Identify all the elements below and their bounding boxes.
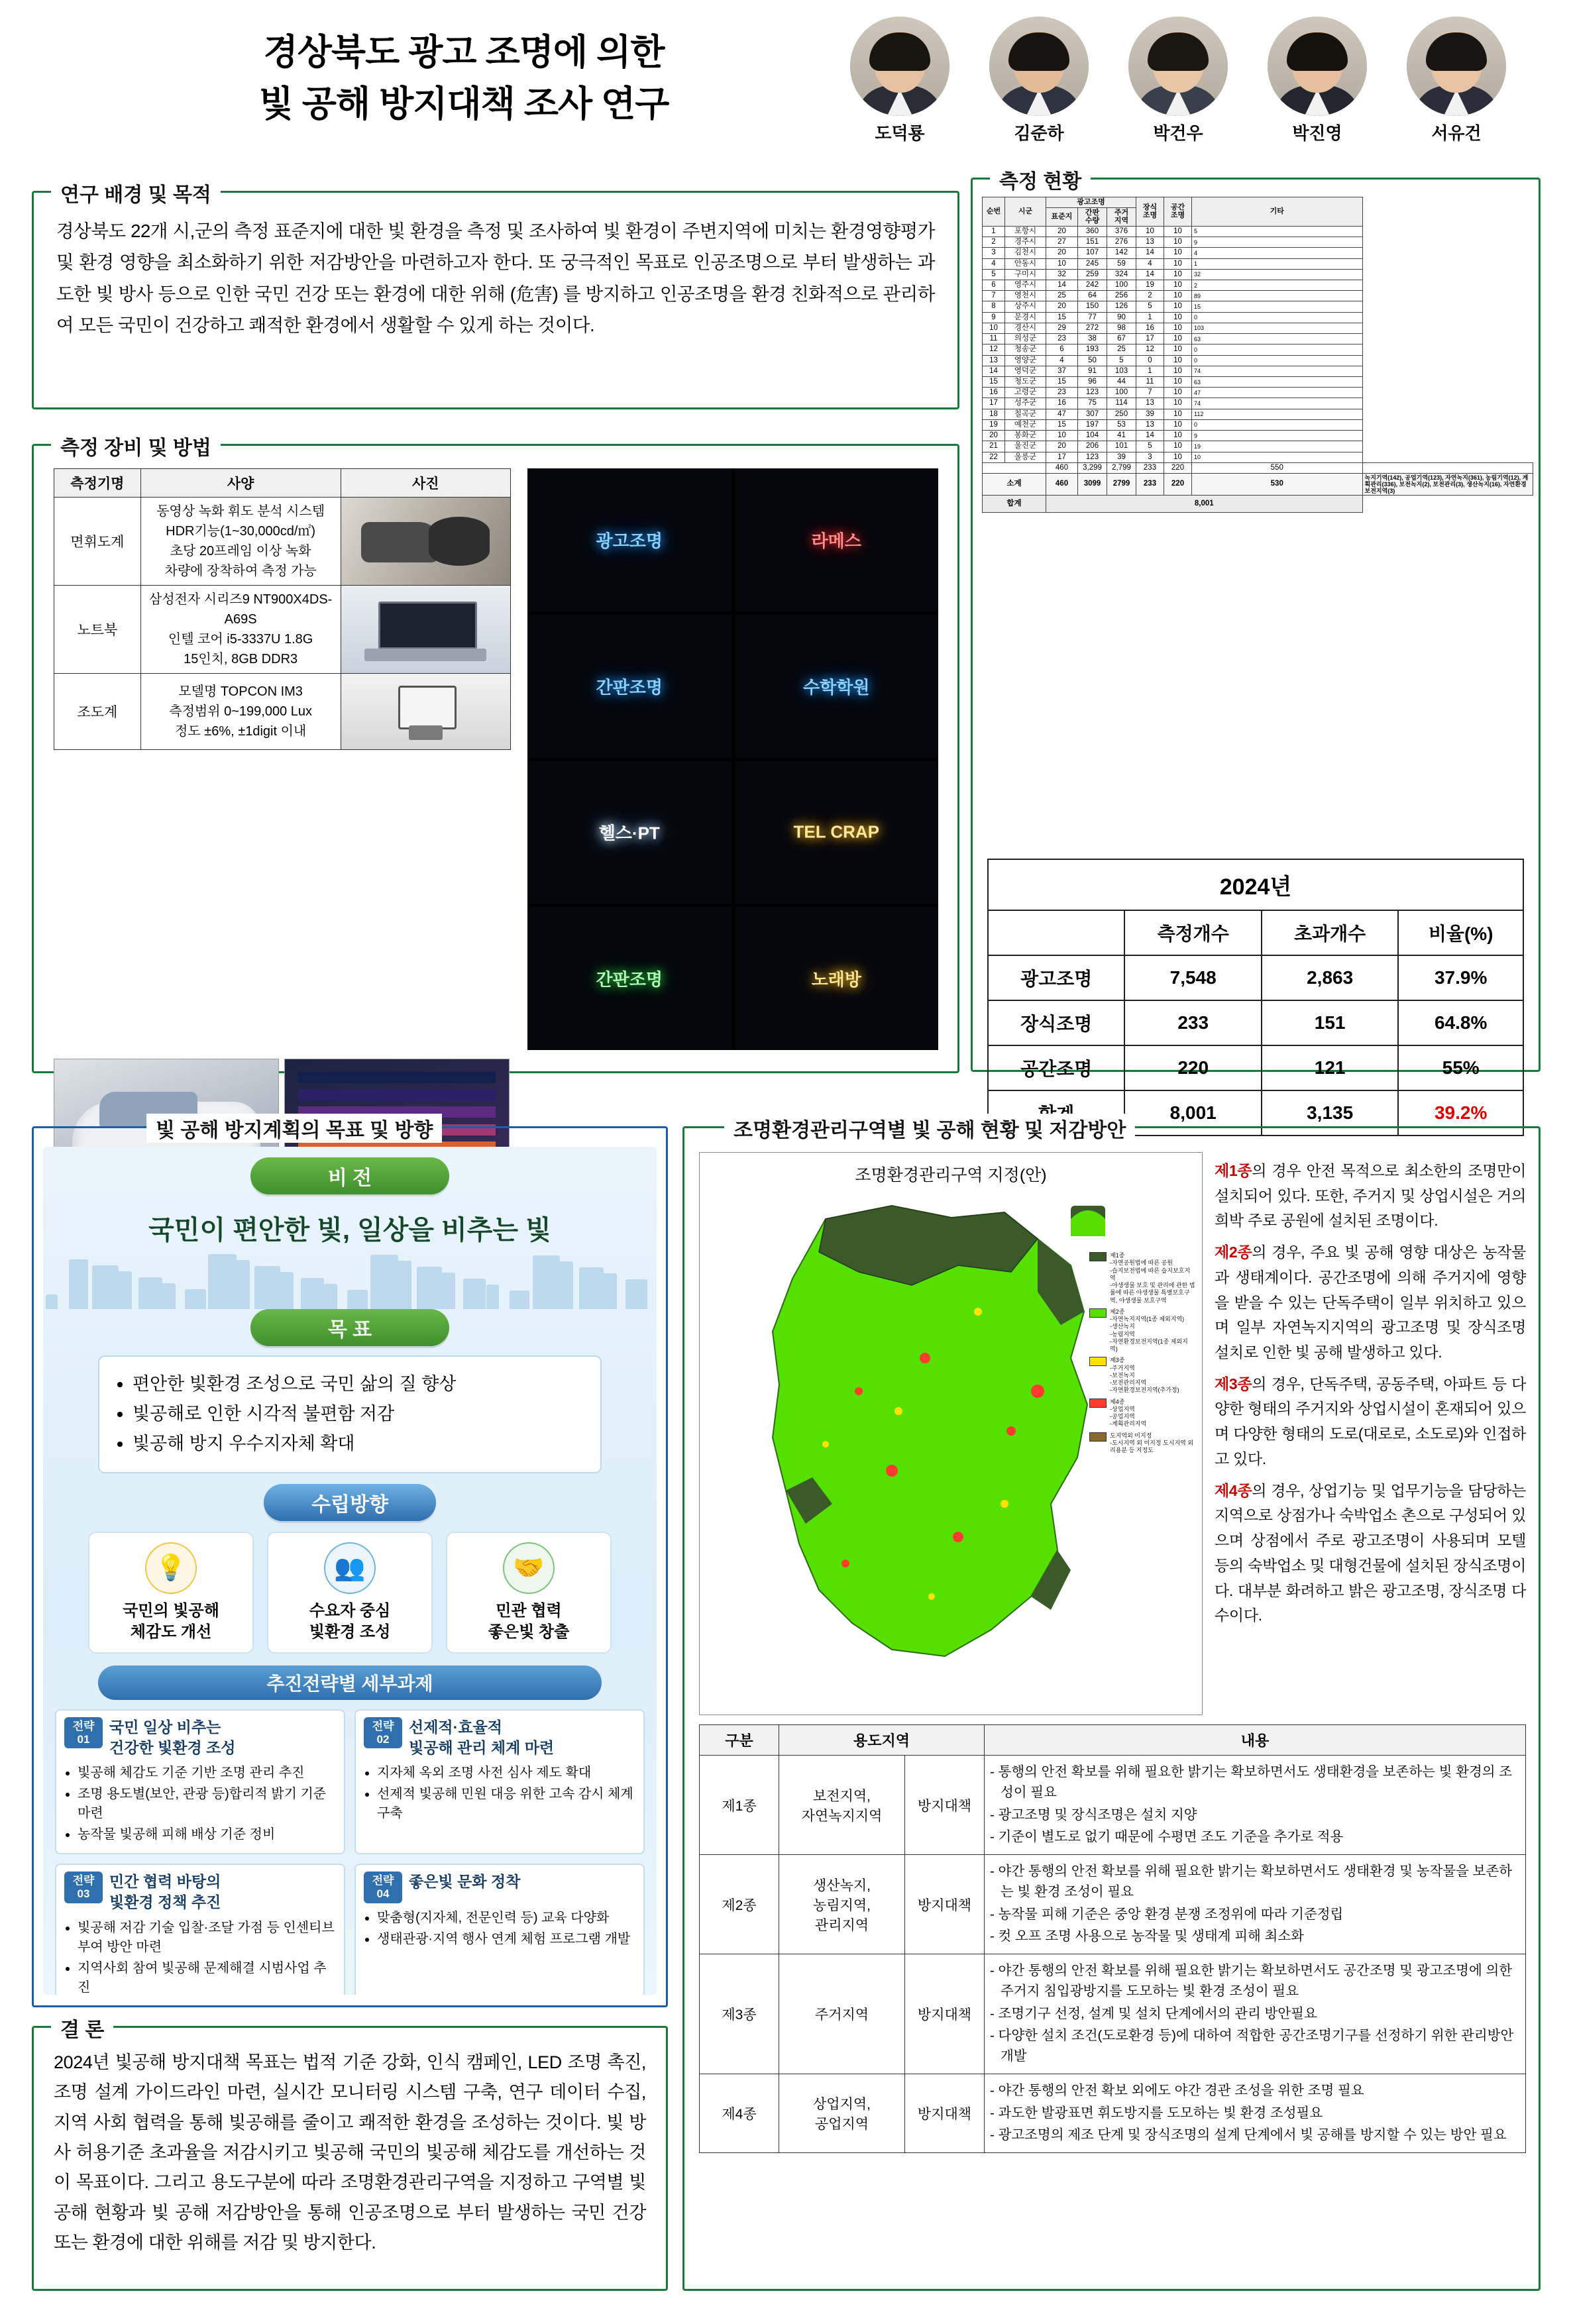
strategy-bar: 추진전략별 세부과제 bbox=[98, 1665, 602, 1700]
page-title bbox=[106, 26, 822, 131]
table-row bbox=[988, 1000, 1523, 1045]
summary-ratio: 37.9% bbox=[1398, 955, 1523, 1000]
legend-label: 제3종 -주거지역 -보전녹지 -보전관리지역 -자연환경보전지역(추가정) bbox=[1110, 1357, 1179, 1394]
summary-ratio: 64.8% bbox=[1398, 1000, 1523, 1045]
skyline-illustration bbox=[43, 1252, 657, 1309]
legend-swatch bbox=[1089, 1357, 1107, 1366]
zone-measures-table bbox=[699, 1724, 1526, 2153]
table-row bbox=[54, 586, 511, 674]
map-legend-row bbox=[1089, 1357, 1195, 1394]
equipment-name: 면휘도계 bbox=[54, 498, 141, 586]
equipment-spec: 삼성전자 시리즈9 NT900X4DS-A69S 인텔 코어 i5-3337U 1.8G 15인치, 8GB DDR3 bbox=[140, 586, 341, 674]
zone-measure-label: 방지대책 bbox=[905, 1756, 985, 1855]
etc-cell: 9 bbox=[1192, 237, 1363, 248]
equipment-table-body bbox=[54, 498, 511, 750]
zone-area: 생산녹지, 농림지역, 관리지역 bbox=[779, 1855, 905, 1954]
team-member bbox=[1116, 17, 1240, 149]
direction-text: 국민의 빛공해 체감도 개선 bbox=[123, 1601, 219, 1641]
zone-area: 주거지역 bbox=[779, 1954, 905, 2074]
zone-gubun: 제3종 bbox=[700, 1954, 779, 2074]
strategy-title: 선제적·효율적 빛공해 관리 체계 마련 bbox=[409, 1718, 555, 1757]
direction-text: 민관 협력 좋은빛 창출 bbox=[488, 1601, 570, 1641]
table-row: 14 영덕군 37 91 103 1 10 74 bbox=[983, 366, 1533, 376]
map-legend-row bbox=[1089, 1252, 1195, 1304]
plan-infographic bbox=[43, 1147, 657, 1995]
equipment-spec: 동영상 녹화 휘도 분석 시스템 HDR기능(1~30,000cd/㎡) 초당 20프레임 이상 녹화 차량에 장착하여 측정 가능 bbox=[140, 498, 341, 586]
equipment-spec: 모델명 TOPCON IM3 측정범위 0~199,000 Lux 정도 ±6%, ±1digit 이내 bbox=[140, 674, 341, 750]
conclusion-text: 2024년 빛공해 방지대책 목표는 법적 기준 강화, 인식 캠페인, LED 조명 촉진, 조명 설계 가이드라인 마련, 실시간 모니터링 시스템 구축, 연구 데이터 수집, 지역 사회 협력을 통해 빛공해를 줄이고 쾌적한 환경을 조성하는 것이다. 빛 방사 허용기준 초과율을 저감시키고 빛공해 국민의 빛공해 체감도를 개선하는 것이 목표이다. 그리고 용도구분에 따라 조명환경관리구역을 지정하고 구역별 빛 공해 현황과 빛 공해 저감방안을 통해 인공조명으로 부터 발생하는 국민 건강 또는 환경에 대한 위해를 저감 및 방지한다. bbox=[54, 2052, 646, 2253]
table-row: 16 고령군 23 123 100 7 10 47 bbox=[983, 388, 1533, 398]
goal-list bbox=[98, 1355, 602, 1473]
etc-cell: 103 bbox=[1192, 323, 1363, 333]
etc-cell: 19 bbox=[1192, 441, 1363, 452]
poster-header bbox=[0, 0, 1573, 166]
member-name: 김준하 bbox=[1014, 123, 1064, 143]
zone-map-legend bbox=[1089, 1252, 1195, 1458]
night-sign-photo: 라메스 bbox=[735, 468, 939, 611]
summary-col-header: 비율(%) bbox=[1398, 910, 1523, 955]
legend-label: 제2종 -자연녹지지역(1종 제외지역) -생산녹지 -농림지역 -자연환경보전지역(1종 제외지역) bbox=[1110, 1308, 1188, 1352]
zone-area: 보전지역, 자연녹지지역 bbox=[779, 1756, 905, 1855]
summary-col-header: 초과개수 bbox=[1262, 910, 1398, 955]
etc-cell: 63 bbox=[1192, 376, 1363, 387]
table-row: 6 영주시 14 242 100 19 10 2 bbox=[983, 280, 1533, 291]
table-row: 8 상주시 20 150 126 5 10 15 bbox=[983, 301, 1533, 312]
research-background-text: 경상북도 22개 시,군의 측정 표준지에 대한 빛 환경을 측정 및 조사하여 빛 환경이 주변지역에 미치는 환경영향평가 및 환경 영향을 최소화하기 위한 저감방안을 마련하고자 한다. 또 궁극적인 목표로 인공조명으로 부터 발생하는 과도한 빛 방사 등으로 인한 국민 건강 또는 환경에 대한 위해 (危害) 를 방지하고 인공조명을 환경 친화적으로 관리하여 모든 국민이 건강하고 쾌적한 환경에서 생활할 수 있게 하는 것이다. bbox=[56, 221, 935, 335]
summary-year-row bbox=[988, 859, 1523, 910]
table-row: 9 문경시 15 77 90 1 10 0 bbox=[983, 312, 1533, 323]
legend-label: 제4종 -상업지역 -공업지역 -계획관리지역 bbox=[1110, 1398, 1147, 1428]
etc-cell: 112 bbox=[1192, 409, 1363, 419]
laptop-photo bbox=[341, 586, 511, 674]
lightbulb-icon: 💡 bbox=[145, 1542, 197, 1594]
night-sign-photo: 수학학원 bbox=[735, 615, 939, 758]
gyeongbuk-map-svg bbox=[726, 1192, 1124, 1683]
member-name: 서유건 bbox=[1431, 123, 1482, 143]
zone-descriptions bbox=[1215, 1159, 1526, 1635]
equipment-name: 노트북 bbox=[54, 586, 141, 674]
map-legend-row bbox=[1089, 1399, 1195, 1428]
direction-text: 수요자 중심 빛환경 조성 bbox=[309, 1601, 391, 1641]
strategy-number: 전략 02 bbox=[364, 1717, 402, 1748]
summary-count: 7,548 bbox=[1124, 955, 1261, 1000]
goal-item: • 편안한 빛환경 조성으로 국민 삶의 질 향상 bbox=[133, 1370, 583, 1399]
table-row: 22 울릉군 17 123 39 3 10 10 bbox=[983, 452, 1533, 462]
member-name: 박건우 bbox=[1153, 123, 1203, 143]
table-row: 15 청도군 15 96 44 11 10 63 bbox=[983, 376, 1533, 387]
night-sign-photo: 노래방 bbox=[735, 907, 939, 1050]
etc-cell: 5 bbox=[1192, 226, 1363, 237]
summary-over: 121 bbox=[1262, 1045, 1398, 1090]
member-name: 도덕룡 bbox=[875, 123, 925, 143]
research-background-section bbox=[32, 184, 959, 409]
strategy-card bbox=[354, 1709, 645, 1854]
vision-pill: 비 전 bbox=[250, 1157, 449, 1194]
equipment-col-header: 사양 bbox=[140, 469, 341, 498]
title-line-1: 경상북도 광고 조명에 의한 bbox=[263, 32, 665, 72]
direction-card bbox=[88, 1532, 254, 1654]
table-row: 20 봉화군 10 104 41 14 10 9 bbox=[983, 431, 1533, 441]
zone-measure-label: 방지대책 bbox=[905, 1855, 985, 1954]
measurement-header-row-1: 순번 시군 광고조명 장식 조명 공간 조명 기타 bbox=[983, 197, 1533, 208]
zone-measure-label: 방지대책 bbox=[905, 2074, 985, 2152]
legend-swatch bbox=[1089, 1252, 1107, 1261]
direction-pill: 수립방향 bbox=[264, 1484, 436, 1521]
table-row bbox=[988, 1045, 1523, 1090]
zone-section bbox=[682, 1120, 1541, 2291]
table-row: 2 경주시 27 151 276 13 10 9 bbox=[983, 237, 1533, 248]
summary-over: 2,863 bbox=[1262, 955, 1398, 1000]
etc-cell: 32 bbox=[1192, 269, 1363, 280]
summary-col-header: 측정개수 bbox=[1124, 910, 1261, 955]
strategy-item: • 지자체 옥외 조명 사전 심사 제도 확대 bbox=[377, 1764, 635, 1783]
table-row: 17 성주군 16 75 114 13 10 74 bbox=[983, 398, 1533, 409]
zone-content: - 야간 통행의 안전 확보를 위해 필요한 밝기는 확보하면서도 생태환경 및 농작물을 보존하는 빛 환경 조성이 필요 - 농작물 피해 기준은 중앙 환경 분쟁 조정위에 따라 기준정립 - 컷 오프 조명 사용으로 농작물 및 생태계 피해 최소화 bbox=[985, 1855, 1526, 1954]
direction-cards bbox=[43, 1532, 657, 1654]
etc-cell: 4 bbox=[1192, 248, 1363, 258]
table-row bbox=[700, 1954, 1526, 2074]
team-member-photos bbox=[838, 17, 1554, 149]
zone-map-panel bbox=[699, 1152, 1203, 1715]
etc-cell: 1 bbox=[1192, 258, 1363, 269]
etc-cell: 9 bbox=[1192, 431, 1363, 441]
ad-lighting-group-header: 광고조명 bbox=[1046, 197, 1136, 208]
conclusion-section bbox=[32, 2019, 668, 2291]
summary-count: 8,001 bbox=[1124, 1090, 1261, 1136]
map-legend-row bbox=[1089, 1308, 1195, 1353]
summary-over: 3,135 bbox=[1262, 1090, 1398, 1136]
strategy-title: 민간 협력 바탕의 빛환경 정책 추진 bbox=[109, 1873, 221, 1911]
team-member bbox=[977, 17, 1101, 149]
night-sign-photo: 간판조명 bbox=[527, 907, 732, 1050]
night-photo-grid bbox=[527, 468, 938, 1050]
etc-cell: 0 bbox=[1192, 344, 1363, 355]
zone-content: - 야간 통행의 안전 확보를 위해 필요한 밝기는 확보하면서도 공간조명 및 광고조명에 의한 주거지 침입광방지를 도모하는 빛 환경 조성이 필요 - 조명기구 선정, 설계 및 설치 단계에서의 관리 방안필요 - 다양한 설치 조건(도로환경 등)에 대하여 적합한 공간조명기구를 선정하기 위한 관리방안 개발 bbox=[985, 1954, 1526, 2074]
legend-label: 도지역외 미지정 -도시지역 외 미지정 도시지역 외 리용분 등 지정도 bbox=[1110, 1432, 1194, 1453]
table-row bbox=[700, 1756, 1526, 1855]
summary-label: 공간조명 bbox=[988, 1045, 1124, 1090]
zone-gubun: 제4종 bbox=[700, 2074, 779, 2152]
table-row: 13 영양군 4 50 5 0 10 0 bbox=[983, 355, 1533, 366]
strategy-item: • 맞춤형(지자체, 전문인력 등) 교육 다양화 bbox=[377, 1909, 635, 1928]
etc-cell: 47 bbox=[1192, 388, 1363, 398]
illuminance-meter-photo bbox=[341, 674, 511, 750]
team-member bbox=[838, 17, 961, 149]
etc-cell: 15 bbox=[1192, 301, 1363, 312]
table-row: 4 안동시 10 245 59 4 10 1 bbox=[983, 258, 1533, 269]
strategy-card bbox=[55, 1864, 345, 1995]
avatar bbox=[1268, 17, 1367, 116]
zone-description: 제1종의 경우 안전 목적으로 최소한의 조명만이 설치되어 있다. 또한, 주거지 및 상업시설은 거의 희박 주로 공원에 설치된 조명이다. bbox=[1215, 1162, 1526, 1230]
zone-legend: 조명환경관리구역별 빛 공해 현황 및 저감방안 bbox=[724, 1114, 1135, 1143]
night-sign-photo: 간판조명 bbox=[527, 615, 732, 758]
table-row bbox=[700, 1855, 1526, 1954]
team-member bbox=[1395, 17, 1518, 149]
strategy-item: • 빛공해 저감 기술 입찰·조달 가점 등 인센티브 부여 방안 마련 bbox=[78, 1919, 336, 1957]
table-row: 18 칠곡군 47 307 250 39 10 112 bbox=[983, 409, 1533, 419]
table-row bbox=[700, 2074, 1526, 2152]
strategy-card bbox=[55, 1709, 345, 1854]
summary-ratio: 55% bbox=[1398, 1045, 1523, 1090]
equipment-col-header: 사진 bbox=[341, 469, 511, 498]
avatar bbox=[1128, 17, 1228, 116]
measurement-status-legend: 측정 현황 bbox=[990, 165, 1091, 194]
direction-card bbox=[267, 1532, 433, 1654]
zone-gubun: 제1종 bbox=[700, 1756, 779, 1855]
measurement-table bbox=[982, 197, 1533, 513]
handshake-icon: 🤝 bbox=[503, 1542, 555, 1594]
direction-card bbox=[446, 1532, 612, 1654]
night-sign-photo: TEL CRAP bbox=[735, 761, 939, 904]
luminance-meter-photo bbox=[341, 498, 511, 586]
zone-area: 상업지역, 공업지역 bbox=[779, 2074, 905, 2152]
equipment-table bbox=[54, 468, 511, 750]
summary-col-header bbox=[988, 910, 1124, 955]
table-row bbox=[988, 955, 1523, 1000]
strategy-item: • 지역사회 참여 빛공해 문제해결 시범사업 추진 bbox=[78, 1959, 336, 1995]
zone-description: 제3종의 경우, 단독주택, 공동주택, 아파트 등 다양한 형태의 주거지와 상업시설이 혼재되어 있으며 다양한 형태의 도로(대로로, 소도로)와 인접하고 있다. bbox=[1215, 1375, 1526, 1467]
strategy-item: • 생태관광·지역 행사 연계 체험 프로그램 개발 bbox=[377, 1930, 635, 1949]
equipment-name: 조도계 bbox=[54, 674, 141, 750]
equipment-section bbox=[32, 437, 959, 1073]
people-icon: 👥 bbox=[324, 1542, 376, 1594]
table-row: 19 예천군 15 197 53 13 10 0 bbox=[983, 419, 1533, 430]
etc-cell: 89 bbox=[1192, 291, 1363, 301]
strategy-cards bbox=[55, 1709, 645, 1995]
table-row: 3 김천시 20 107 142 14 10 4 bbox=[983, 248, 1533, 258]
strategy-number: 전략 04 bbox=[364, 1872, 402, 1903]
zone-content: - 통행의 안전 확보를 위해 필요한 밝기는 확보하면서도 생태환경을 보존하는 빛 환경의 조성이 필요 - 광고조명 및 장식조명은 설치 지양 - 기준이 별도로 없기 때문에 수평면 조도 기준을 추가로 적용 bbox=[985, 1756, 1526, 1855]
summary-header-row bbox=[988, 910, 1523, 955]
zone-gubun: 제2종 bbox=[700, 1855, 779, 1954]
goal-pill: 목 표 bbox=[250, 1309, 449, 1346]
zone-map-graphic bbox=[726, 1192, 1124, 1683]
zone-description: 제2종의 경우, 주요 빛 공해 영향 대상은 농작물과 생태계이다. 공간조명에 의해 주거지에 영향을 받을 수 있는 단독주택이 일부 위치하고 있으며 일부 자연녹지지역의 광고조명 및 장식조명 설치로 인한 빛 공해 발생하고 있다. bbox=[1215, 1243, 1526, 1361]
legend-swatch bbox=[1089, 1399, 1107, 1408]
table-row: 11 의성군 23 38 67 17 10 63 bbox=[983, 334, 1533, 344]
table-row bbox=[54, 674, 511, 750]
total-row: 합계 8,001 bbox=[983, 496, 1533, 513]
table-row: 10 경산시 29 272 98 16 10 103 bbox=[983, 323, 1533, 333]
equipment-table-header bbox=[54, 469, 511, 498]
strategy-item: • 선제적 빛공해 민원 대응 위한 고속 감시 체계 구축 bbox=[377, 1785, 635, 1823]
strategy-item: • 빛공해 체감도 기준 기반 조명 관리 추진 bbox=[78, 1764, 336, 1783]
strategy-title: 국민 일상 비추는 건강한 빛환경 조성 bbox=[109, 1718, 236, 1757]
goal-item: • 빛공해로 인한 시각적 불편함 저감 bbox=[133, 1400, 583, 1428]
table-row: 1 포항시 20 360 376 10 10 5 bbox=[983, 226, 1533, 237]
etc-cell: 10 bbox=[1192, 452, 1363, 462]
member-name: 박진영 bbox=[1292, 123, 1342, 143]
equipment-col-header: 측정기명 bbox=[54, 469, 141, 498]
zone-header-row: 구분 용도지역 내용 bbox=[700, 1725, 1526, 1756]
legend-swatch bbox=[1089, 1432, 1107, 1442]
avatar bbox=[1407, 17, 1506, 116]
legend-swatch bbox=[1089, 1308, 1107, 1318]
avatar bbox=[850, 17, 949, 116]
summary-over: 151 bbox=[1262, 1000, 1398, 1045]
research-background-legend: 연구 배경 및 목적 bbox=[51, 178, 221, 207]
summary-label: 장식조명 bbox=[988, 1000, 1124, 1045]
title-line-2: 빛 공해 방지대책 조사 연구 bbox=[258, 84, 669, 125]
etc-cell: 74 bbox=[1192, 366, 1363, 376]
etc-cell: 2 bbox=[1192, 280, 1363, 291]
table-row: 5 구미시 32 259 324 14 10 32 bbox=[983, 269, 1533, 280]
strategy-number: 전략 03 bbox=[64, 1872, 103, 1903]
equipment-legend: 측정 장비 및 방법 bbox=[51, 431, 221, 460]
legend-label: 제1종 -자연공원법에 따른 공원 -습지보전법에 따른 습지보호지역 -야생생물 보호 및 관리에 관한 법률에 따른 야생생물 특별보호구역, 야생생물 보호구역 bbox=[1110, 1252, 1195, 1304]
plan-section bbox=[32, 1120, 668, 2007]
etc-cell: 0 bbox=[1192, 355, 1363, 366]
strategy-item: • 조명 용도별(보안, 관광 등)합리적 밝기 기준 마련 bbox=[78, 1785, 336, 1823]
etc-cell: 63 bbox=[1192, 334, 1363, 344]
team-member bbox=[1256, 17, 1379, 149]
measurement-header-row-2: 표준지 간판 수량 주거 지역 bbox=[983, 207, 1533, 226]
summary-label: 광고조명 bbox=[988, 955, 1124, 1000]
table-row bbox=[54, 498, 511, 586]
table-row: 7 영천시 25 64 256 2 10 89 bbox=[983, 291, 1533, 301]
summary-ratio: 39.2% bbox=[1398, 1090, 1523, 1136]
subtotal-row: 소계 460 3099 2799 233 220 530 녹지기역(142), 공업기역(123), 자연녹지(361), 농림기역(12), 계획관리(336), 보전녹지(2), 보전관리(3), 생산녹지(16), 자연환경보전지역(3) bbox=[983, 473, 1533, 495]
zone-content: - 야간 통행의 안전 확보 외에도 야간 경관 조성을 위한 조명 필요 - 과도한 발광표면 휘도방지를 도모하는 빛 환경 조성필요 - 광고조명의 제조 단계 및 장식조명의 설계 단계에서 빛 공해를 방지할 수 있는 방안 필요 bbox=[985, 2074, 1526, 2152]
zone-description: 제4종의 경우, 상업기능 및 업무기능을 담당하는 지역으로 상점가나 숙박업소 촌으로 구성되어 있으며 상점에서 주로 광고조명이 사용되며 모텔 등의 숙박업소 및 대형건물에 설치된 장식조명이다. 대부분 화려하고 밝은 광고조명, 장식조명 다수이다. bbox=[1215, 1481, 1526, 1624]
zone-map-title: 조명환경관리구역 지정(안) bbox=[855, 1166, 1047, 1185]
summary-2024-table bbox=[987, 859, 1524, 1136]
summary-year: 2024년 bbox=[988, 859, 1523, 910]
night-sign-photo: 헬스·PT bbox=[527, 761, 732, 904]
summary-count: 233 bbox=[1124, 1000, 1261, 1045]
zone-measure-label: 방지대책 bbox=[905, 1954, 985, 2074]
strategy-number: 전략 01 bbox=[64, 1717, 103, 1748]
pre-total-row: 460 3,299 2,799 233 220 550 bbox=[983, 462, 1533, 473]
etc-cell: 74 bbox=[1192, 398, 1363, 409]
strategy-title: 좋은빛 문화 정착 bbox=[409, 1873, 521, 1891]
conclusion-legend: 결 론 bbox=[51, 2013, 113, 2042]
summary-count: 220 bbox=[1124, 1045, 1261, 1090]
table-row: 12 청송군 6 193 25 12 10 0 bbox=[983, 344, 1533, 355]
plan-legend: 빛 공해 방지계획의 목표 및 방향 bbox=[146, 1114, 442, 1143]
vision-text: 국민이 편안한 빛, 일상을 비추는 빛 bbox=[148, 1216, 551, 1245]
strategy-card bbox=[354, 1864, 645, 1995]
goal-item: • 빛공해 방지 우수지자체 확대 bbox=[133, 1430, 583, 1458]
avatar bbox=[989, 17, 1089, 116]
night-sign-photo: 광고조명 bbox=[527, 468, 732, 611]
etc-cell: 0 bbox=[1192, 419, 1363, 430]
map-legend-row bbox=[1089, 1432, 1195, 1455]
strategy-item: • 농작물 빛공해 피해 배상 기준 정비 bbox=[78, 1825, 336, 1844]
table-row: 21 울진군 20 206 101 5 10 19 bbox=[983, 441, 1533, 452]
etc-cell: 0 bbox=[1192, 312, 1363, 323]
